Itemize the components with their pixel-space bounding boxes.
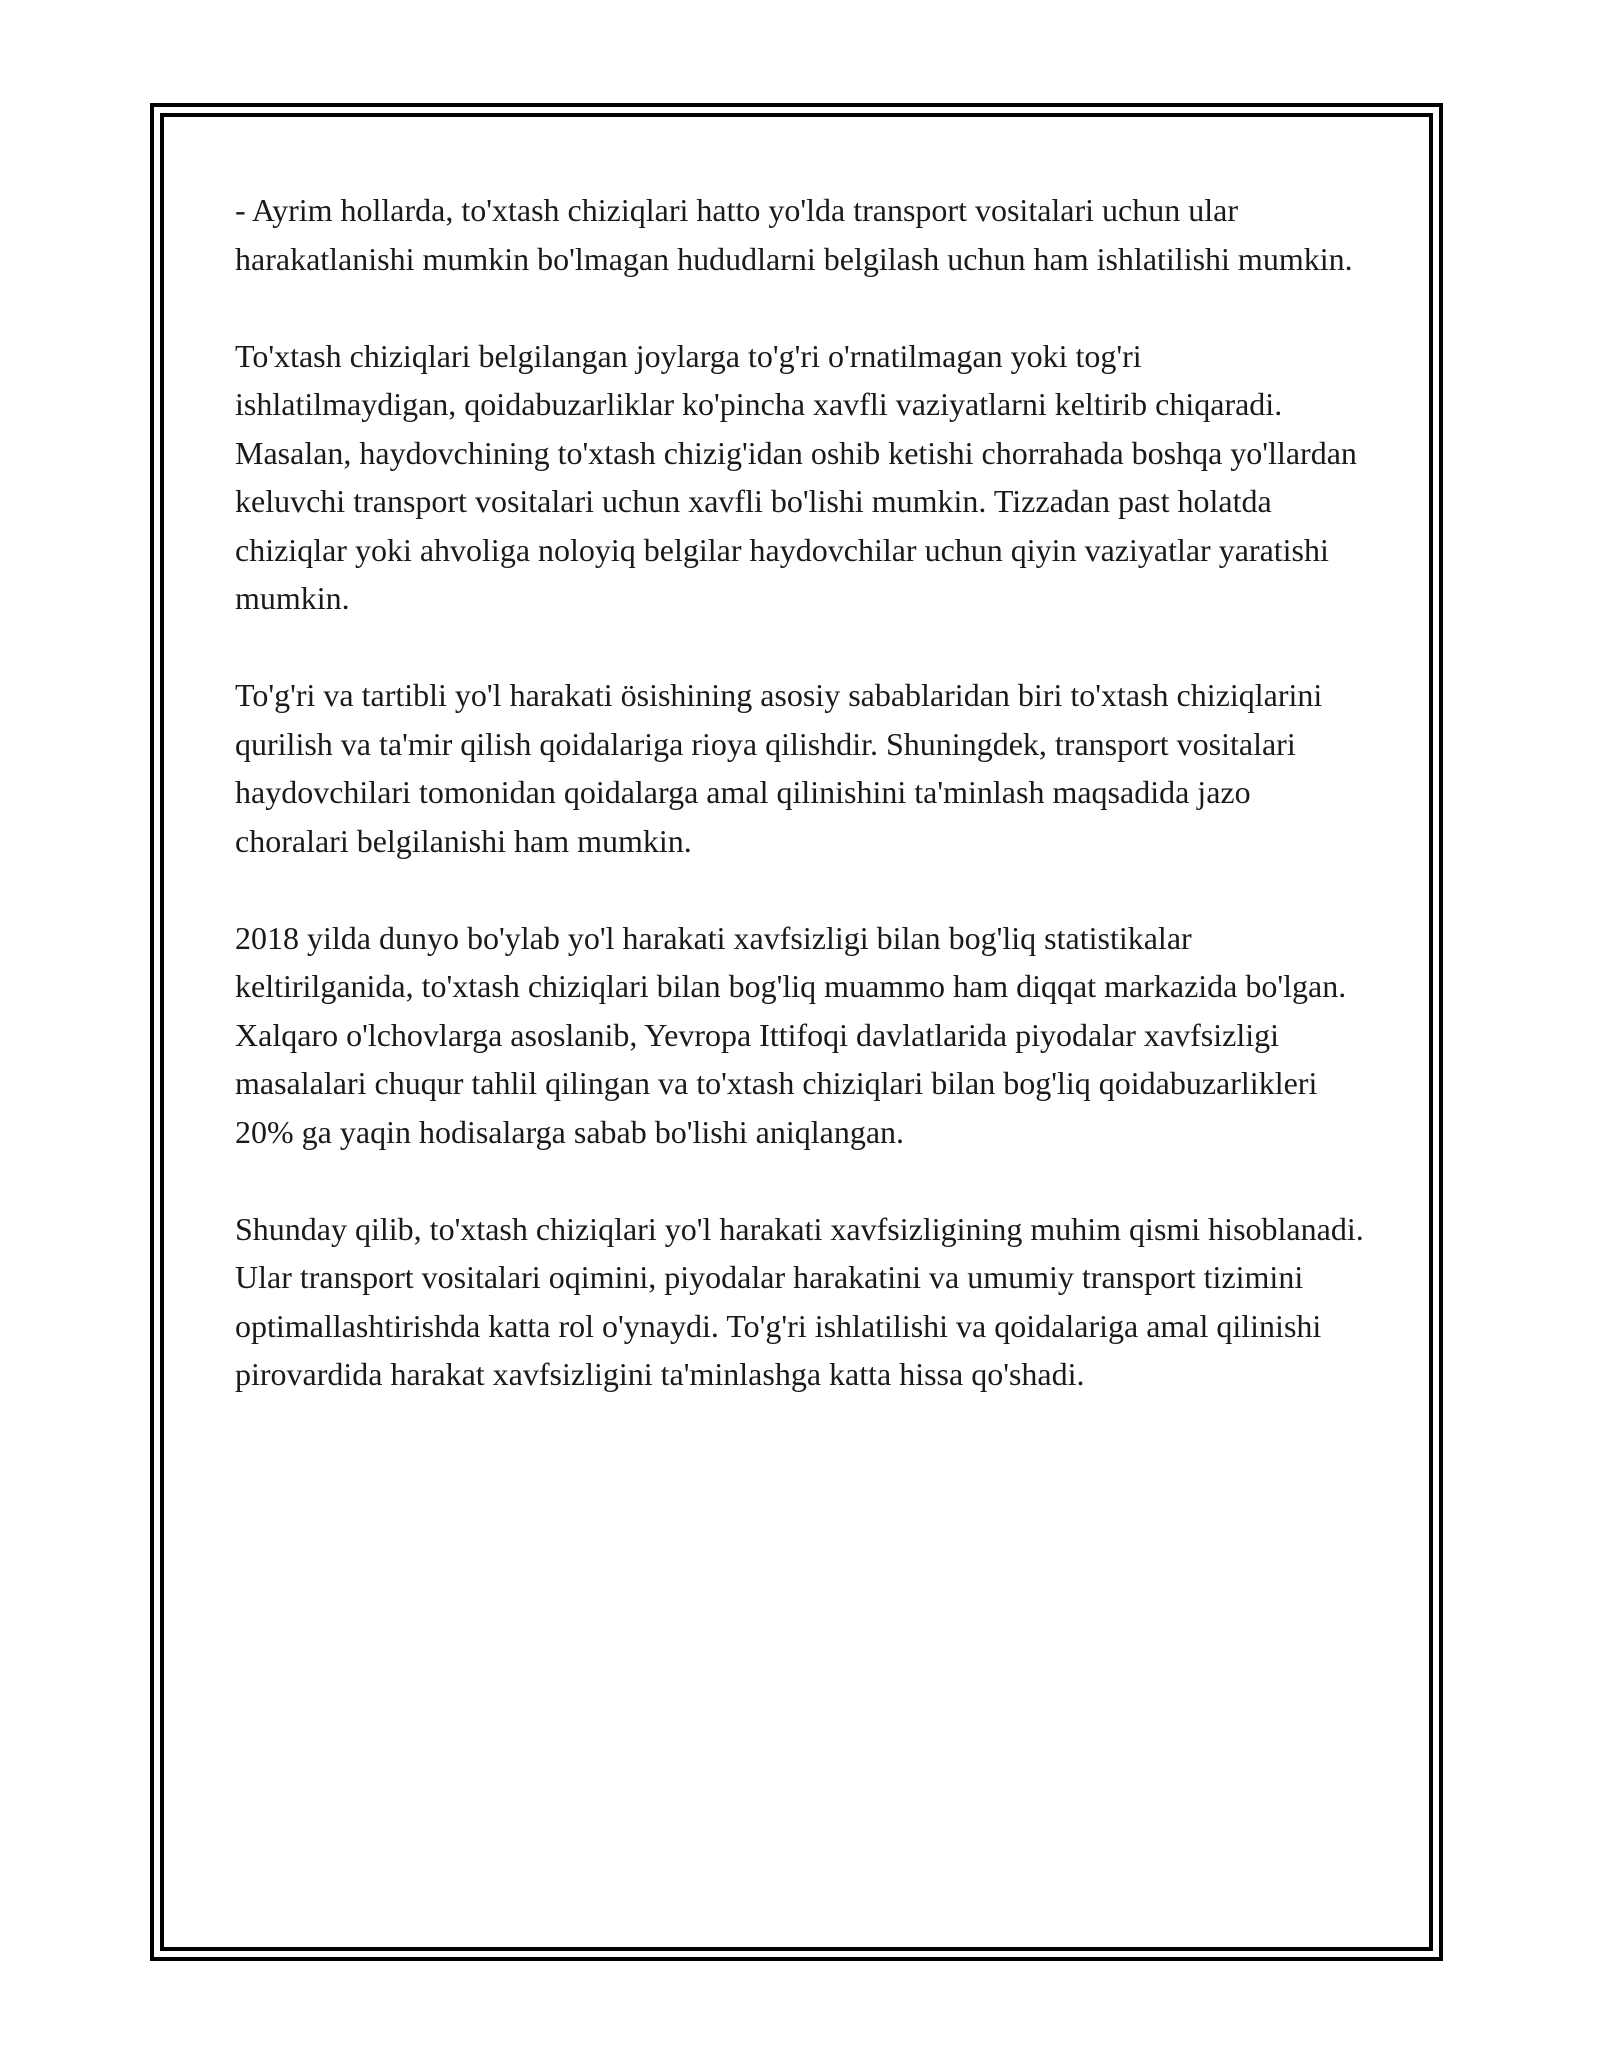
paragraph-4: 2018 yilda dunyo bo'ylab yo'l harakati xavfsizligi bilan bog'liq statistikalar keltirilganida, to'xtash chiziqlari bilan bog'liq muammo ham diqqat markazida bo'lgan. Xalqaro o'lchovlarga asoslanib, Yevropa Ittifoqi davlatlarida piyodalar xavfsizligi masalalari chuqur tahlil qilingan va to'xtash chiziqlari bilan bog'liq qoidabuzarlikleri 20% ga yaqin hodisalarga sabab bo'lishi aniqlangan. [235,919,1347,1150]
paragraph-5: Shunday qilib, to'xtash chiziqlari yo'l harakati xavfsizligining muhim qismi hisoblanadi. Ular transport vositalari oqimini, piyodalar harakatini va umumiy transport tizimini optimallashtirishda katta rol o'ynaydi. To'g'ri ishlatilishi va qoidalariga amal qilinishi pirovardida harakat xavfsizligini ta'minlashga katta hissa qo'shadi. [235,1210,1364,1392]
paragraph-1: - Ayrim hollarda, to'xtash chiziqlari hatto yo'lda transport vositalari uchun ular harakatlanishi mumkin bo'lmagan hududlarni belgilash uchun ham ishlatilishi mumkin. [235,192,1353,277]
document-body [235,186,1365,1447]
paragraph-2: To'xtash chiziqlari belgilangan joylarga to'g'ri o'rnatilmagan yoki tog'ri ishlatilmaydigan, qoidabuzarliklar ko'pincha xavfli vaziyatlarni keltirib chiqaradi. Masalan, haydovchining to'xtash chizig'idan oshib ketishi chorrahada boshqa yo'llardan keluvchi transport vositalari uchun xavfli bo'lishi mumkin. Tizzadan past holatda chiziqlar yoki ahvoliga noloyiq belgilar haydovchilar uchun qiyin vaziyatlar yaratishi mumkin. [235,337,1357,616]
paragraph-3: To'g'ri va tartibli yo'l harakati ösishining asosiy sabablaridan biri to'xtash chiziqlarini qurilish va ta'mir qilish qoidalariga rioya qilishdir. Shuningdek, transport vositalari haydovchilari tomonidan qoidalarga amal qilinishini ta'minlash maqsadida jazo choralari belgilanishi ham mumkin. [235,677,1323,859]
